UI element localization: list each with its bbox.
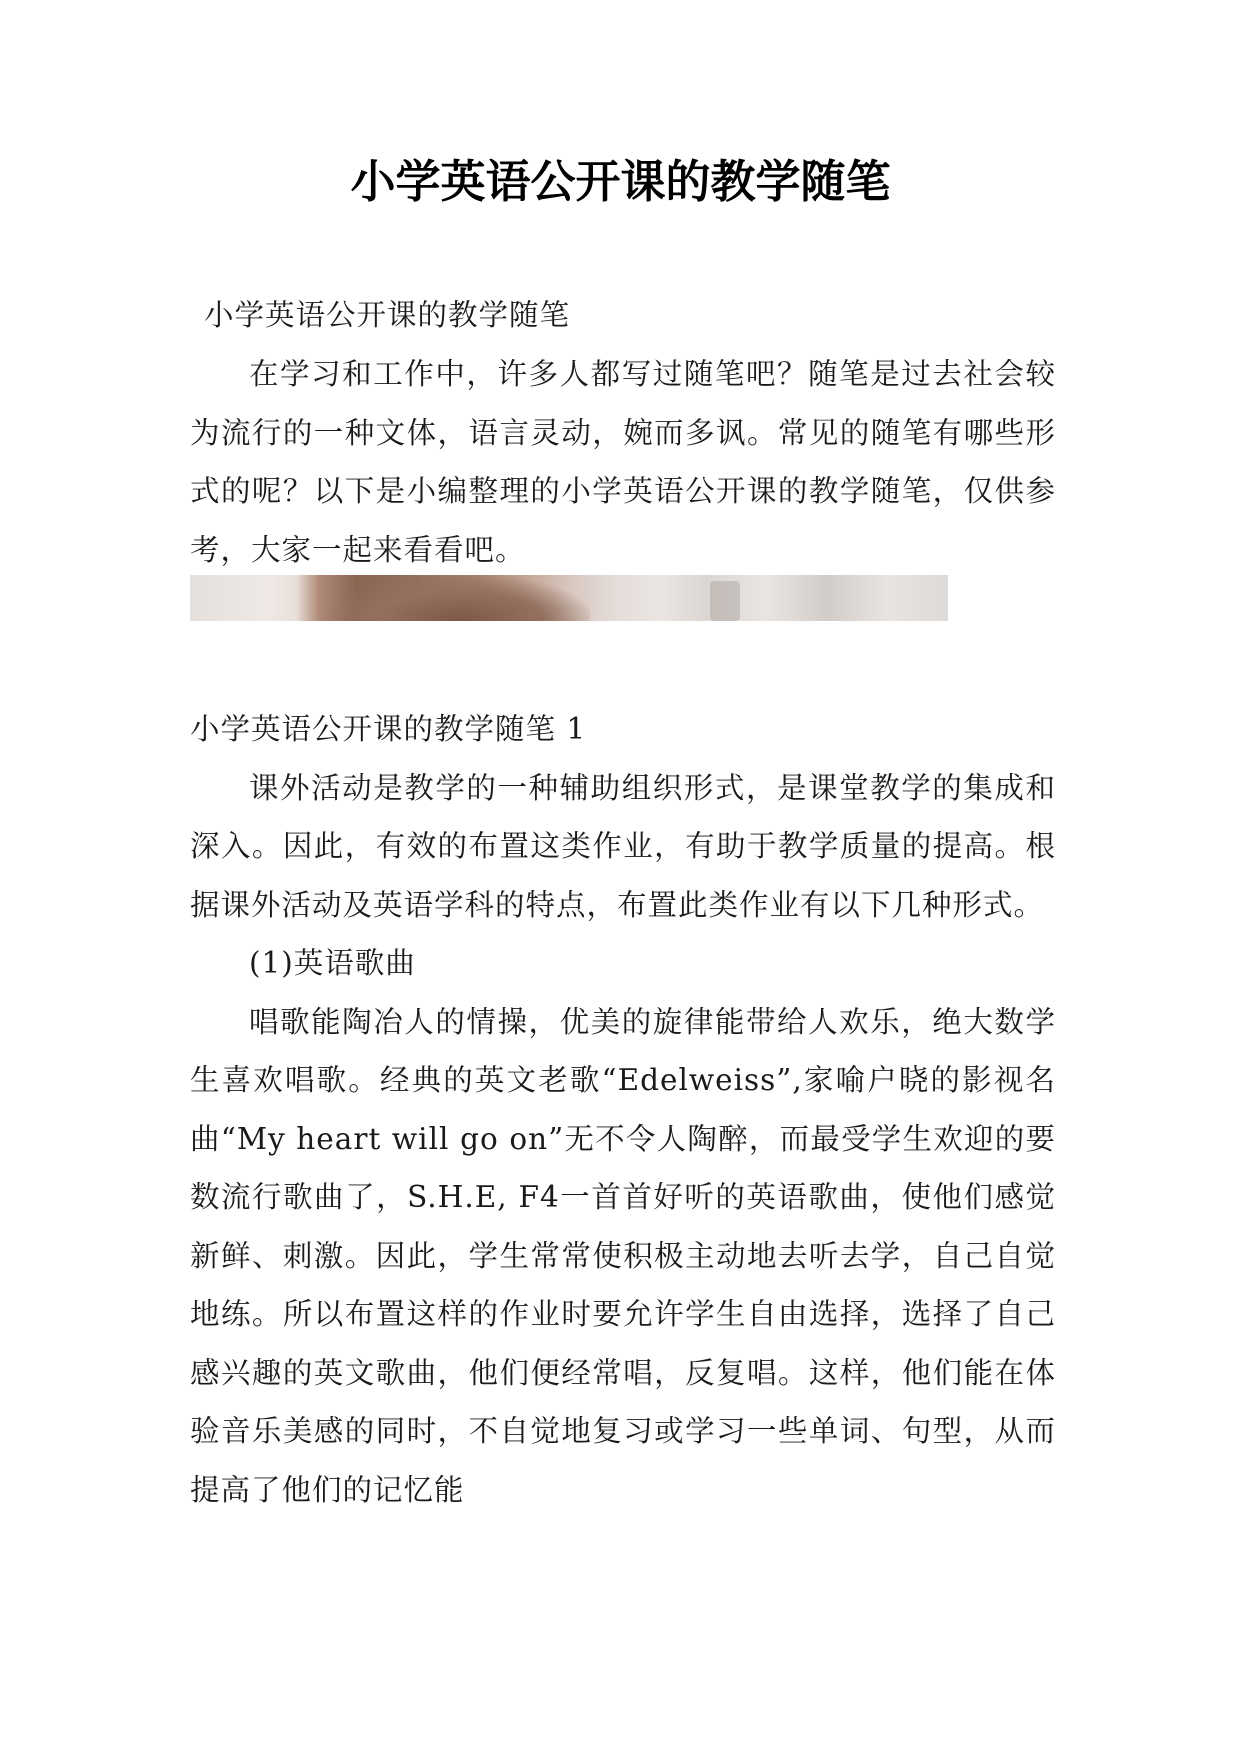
intro-paragraph: 在学习和工作中，许多人都写过随笔吧？随笔是过去社会较为流行的一种文体，语言灵动，婉而多讽。常见的随笔有哪些形式的呢？以下是小编整理的小学英语公开课的教学随笔，仅供参考，大家一起来看看吧。 [190, 357, 1056, 567]
intro-block [190, 345, 1056, 579]
section-1-item-1-text: 唱歌能陶冶人的情操，优美的旋律能带给人欢乐，绝大数学生喜欢唱歌。经典的英文老歌“Edelweiss”,家喻户晓的影视名曲“My heart will go on”无不令人陶醉，而最受学生欢迎的要数流行歌曲了，S.H.E, F4一首首好听的英语歌曲，使他们感觉新鲜、刺激。因此，学生常常使积极主动地去听去学，自己自觉地练。所以布置这样的作业时要允许学生自由选择，选择了自己感兴趣的英文歌曲，他们便经常唱，反复唱。这样，他们能在体验音乐美感的同时，不自觉地复习或学习一些单词、句型，从而提高了他们的记忆能 [190, 1004, 1056, 1507]
section-1 [190, 700, 1056, 1519]
photo-hair-region [330, 575, 590, 621]
photo-shadow-region [710, 581, 740, 621]
section-1-item-1-heading: (1)英语歌曲 [249, 946, 416, 980]
section-1-heading: 小学英语公开课的教学随笔 1 [190, 712, 587, 746]
header-photo-strip [190, 575, 948, 621]
document-title: 小学英语公开课的教学随笔 [350, 155, 891, 208]
section-1-paragraph-1: 课外活动是教学的一种辅助组织形式，是课堂教学的集成和深入。因此，有效的布置这类作业，有助于教学质量的提高。根据课外活动及英语学科的特点，布置此类作业有以下几种形式。 [190, 770, 1056, 922]
document-subtitle: 小学英语公开课的教学随笔 [204, 298, 571, 332]
